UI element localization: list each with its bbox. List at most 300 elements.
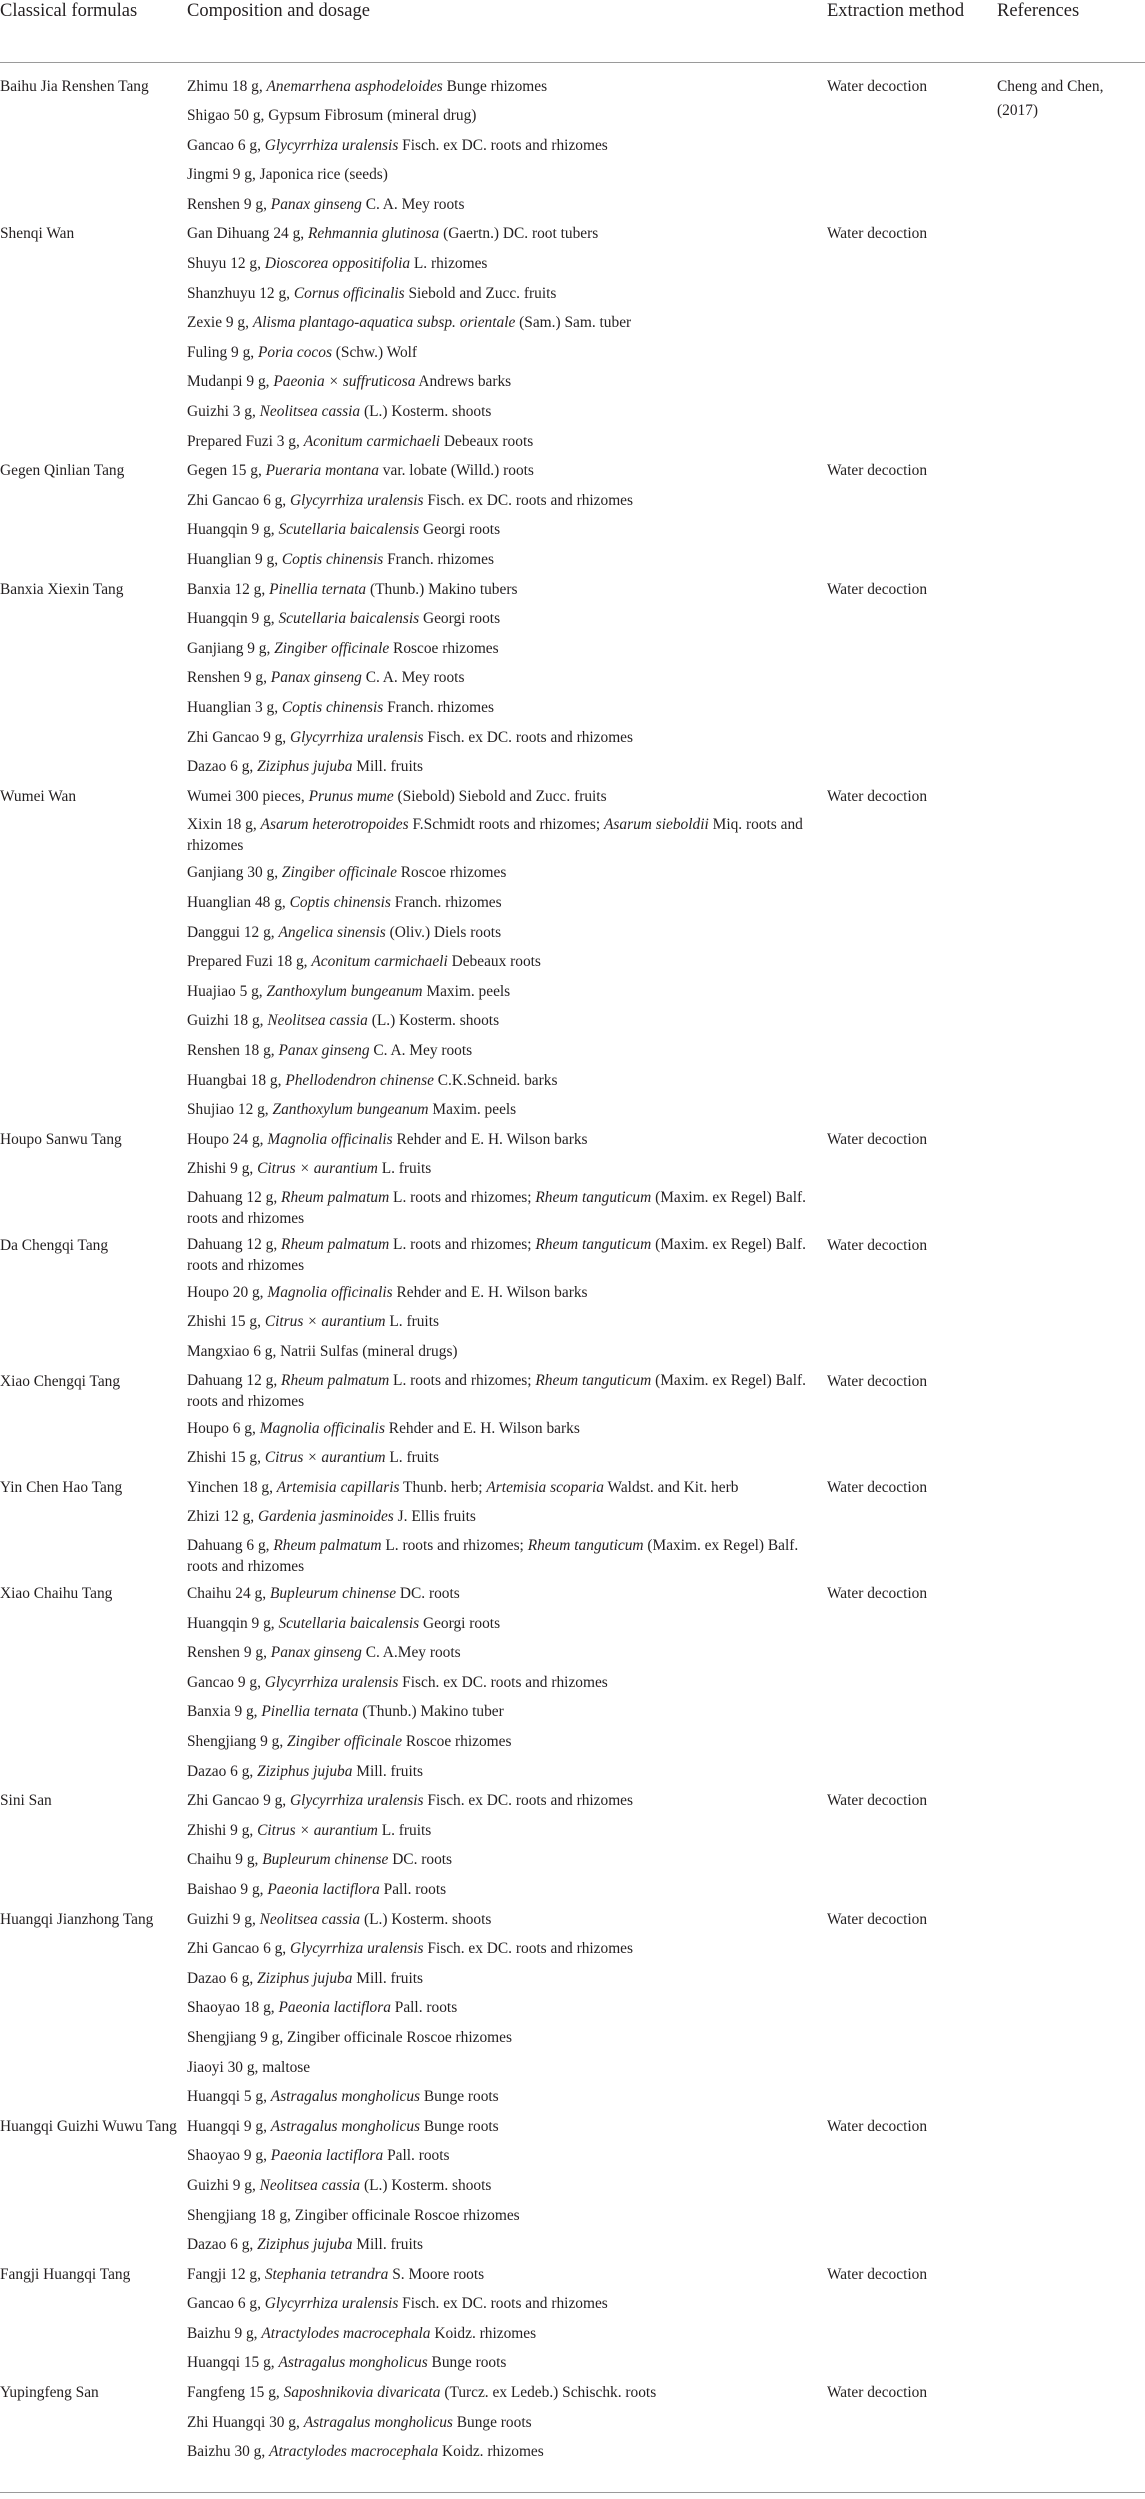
table-header <box>0 0 1145 62</box>
scientific-name: Stephania tetrandra <box>264 2265 389 2283</box>
scientific-name: Glycyrrhiza uralensis <box>290 491 424 509</box>
scientific-name: Panax ginseng <box>270 669 362 687</box>
table-row <box>0 1128 1145 1234</box>
formula-name: Da Chengqi Tang <box>0 1236 109 1254</box>
scientific-name: Coptis chinensis <box>281 551 384 568</box>
ingredient-line <box>187 1612 827 1637</box>
ingredient-line <box>187 1505 827 1530</box>
ingredient-text: Zhimu 18 g, <box>187 77 267 95</box>
composition-cell <box>187 62 827 222</box>
ingredient-text: (L.) Kosterm. shoots <box>360 2176 492 2194</box>
ingredient-line <box>187 607 827 632</box>
scientific-name: Zanthoxylum bungeanum <box>272 1101 429 1119</box>
ingredient-text: Houpo 6 g, <box>187 1419 260 1437</box>
ingredient-text: Jingmi 9 g, Japonica rice (seeds) <box>187 166 388 184</box>
extraction-method: Water decoction <box>827 1130 928 1148</box>
ingredient-text: Waldst. and Kit. herb <box>603 1478 739 1496</box>
ingredient-line <box>187 2026 827 2051</box>
ingredient-line <box>187 134 827 159</box>
scientific-name: Neolitsea cassia <box>259 2176 361 2194</box>
ingredient-text: C. A. Mey roots <box>361 669 465 687</box>
ingredient-text: Roscoe rhizomes <box>396 864 507 882</box>
ingredient-text: Andrews barks <box>415 373 512 391</box>
ingredient-line <box>187 518 827 543</box>
ingredient-text: Houpo 24 g, <box>187 1130 268 1148</box>
scientific-name: Coptis chinensis <box>289 893 391 911</box>
ingredient-text: Franch. rhizomes <box>383 551 494 568</box>
ingredient-line <box>187 696 827 721</box>
ingredient-text: Baizhu 30 g, <box>187 2443 270 2461</box>
ingredient-line <box>187 1937 827 1962</box>
extraction-method: Water decoction <box>827 225 928 243</box>
ingredient-text: Shengjiang 9 g, <box>187 1733 288 1750</box>
ingredient-line <box>187 1009 827 1034</box>
scientific-name: Zingiber officinale <box>274 639 390 657</box>
ingredient-text: Banxia 9 g, <box>187 1703 262 1721</box>
reference <box>997 2115 1145 2263</box>
ingredient-text: Dazao 6 g, <box>187 1969 258 1987</box>
ingredient-line <box>187 1819 827 1844</box>
ingredient-text: Fisch. ex DC. roots and rhizomes <box>423 1792 633 1810</box>
ingredient-line <box>187 341 827 366</box>
ingredient-text: Mudanpi 9 g, <box>187 373 274 391</box>
ingredient-line <box>187 2381 827 2406</box>
ingredient-text: Zhi Gancao 9 g, <box>187 1792 290 1810</box>
ingredient-text: Bunge roots <box>420 2117 499 2135</box>
ingredient-line <box>187 430 827 455</box>
composition-cell <box>187 1908 827 2115</box>
ingredient-text: Shuyu 12 g, <box>187 255 265 273</box>
composition-cell <box>187 2263 827 2381</box>
ingredient-text: Fisch. ex DC. roots and rhizomes <box>423 1940 633 1958</box>
formula-name: Huangqi Jianzhong Tang <box>0 1910 154 1928</box>
scientific-name: Astragalus mongholicus <box>270 2117 421 2135</box>
ingredient-line <box>187 1967 827 1992</box>
ingredient-line <box>187 2440 827 2465</box>
extraction-method: Water decoction <box>827 787 928 805</box>
ingredient-text: Wumei 300 pieces, <box>187 787 309 805</box>
ingredient-text: Guizhi 18 g, <box>187 1012 268 1030</box>
ingredient-text: Shujiao 12 g, <box>187 1101 273 1119</box>
ingredient-line <box>187 1582 827 1607</box>
scientific-name: Scutellaria baicalensis <box>278 610 420 628</box>
ingredient-text: Shengjiang 9 g, Zingiber officinale Roscoe rhizomes <box>187 2028 512 2046</box>
ingredient-line <box>187 726 827 751</box>
formula-name: Shenqi Wan <box>0 225 75 243</box>
table-row <box>0 2263 1145 2381</box>
ingredient-text: Huangqin 9 g, <box>187 1614 279 1632</box>
ingredient-text: Pall. roots <box>379 1880 447 1898</box>
ingredient-text: Georgi roots <box>419 521 501 539</box>
ingredient-text: Zhishi 9 g, <box>187 1160 258 1178</box>
scientific-name: Scutellaria baicalensis <box>278 521 420 539</box>
scientific-name: Glycyrrhiza uralensis <box>290 728 424 746</box>
ingredient-text: Siebold and Zucc. fruits <box>404 284 557 302</box>
ingredient-line <box>187 1535 827 1577</box>
ingredient-text: Xixin 18 g, <box>187 816 261 834</box>
ingredient-text: Huangbai 18 g, <box>187 1071 286 1089</box>
ingredient-text: Shigao 50 g, Gypsum Fibrosum (mineral drug) <box>187 107 477 125</box>
table-row <box>0 785 1145 1128</box>
ingredient-line <box>187 163 827 188</box>
header-method: Extraction method <box>827 0 997 62</box>
ingredient-text: Renshen 18 g, <box>187 1041 279 1059</box>
extraction-method: Water decoction <box>827 1792 928 1810</box>
ingredient-text: L. roots and rhizomes; <box>389 1371 536 1389</box>
ingredient-line <box>187 1671 827 1696</box>
ingredient-text: Ganjiang 9 g, <box>187 639 275 657</box>
ingredient-text: Gancao 9 g, <box>187 1673 265 1691</box>
ingredient-text: Debeaux roots <box>447 953 541 971</box>
ingredient-text: Zhi Gancao 6 g, <box>187 491 290 509</box>
ingredient-text: Rehder and E. H. Wilson barks <box>384 1419 580 1437</box>
ingredient-text: F.Schmidt roots and rhizomes; <box>408 816 605 834</box>
scientific-name: Atractylodes macrocephala <box>261 2324 431 2342</box>
ingredient-text: Rehder and E. H. Wilson barks <box>392 1130 588 1148</box>
ingredient-line <box>187 2115 827 2140</box>
ingredient-text: Bunge roots <box>420 2088 499 2106</box>
ingredient-text: (Maxim. ex Regel) Balf. roots and rhizomes <box>187 1235 806 1274</box>
extraction-method: Water decoction <box>827 2384 928 2402</box>
composition-cell <box>187 459 827 577</box>
header-formula: Classical formulas <box>0 0 187 62</box>
reference <box>997 2263 1145 2381</box>
ingredient-line <box>187 1730 827 1755</box>
reference: Cheng and Chen, (2017) <box>997 77 1104 120</box>
scientific-name: Zingiber officinale <box>287 1733 403 1750</box>
ingredient-line <box>187 459 827 484</box>
ingredient-line <box>187 2174 827 2199</box>
ingredient-line <box>187 980 827 1005</box>
ingredient-line <box>187 666 827 691</box>
scientific-name: Prunus mume <box>308 787 394 805</box>
ingredient-text: Dazao 6 g, <box>187 2236 258 2254</box>
ingredient-line <box>187 814 827 856</box>
ingredient-text: Gancao 6 g, <box>187 136 265 154</box>
scientific-name: Rheum tanguticum <box>535 1371 652 1389</box>
ingredient-text: Prepared Fuzi 3 g, <box>187 432 304 450</box>
formula-name: Sini San <box>0 1792 52 1810</box>
ingredient-text: Renshen 9 g, <box>187 1644 271 1662</box>
scientific-name: Bupleurum chinense <box>262 1851 389 1869</box>
reference <box>997 1789 1145 1907</box>
ingredient-text: Debeaux roots <box>440 432 534 450</box>
header-row <box>0 0 1145 62</box>
scientific-name: Dioscorea oppositifolia <box>264 255 411 273</box>
ingredient-line <box>187 2056 827 2081</box>
ingredient-text: Zhishi 15 g, <box>187 1449 265 1467</box>
ingredient-text: Fangji 12 g, <box>187 2265 265 2283</box>
ingredient-text: Mill. fruits <box>352 758 423 776</box>
ingredient-text: Huanglian 48 g, <box>187 893 290 911</box>
ingredient-line <box>187 75 827 100</box>
ingredient-line <box>187 1098 827 1123</box>
table-row <box>0 1908 1145 2115</box>
ingredient-line <box>187 1281 827 1306</box>
ingredient-line <box>187 1039 827 1064</box>
ingredient-text: Danggui 12 g, <box>187 923 279 941</box>
ingredient-text: Shanzhuyu 12 g, <box>187 284 294 302</box>
ingredient-line <box>187 2263 827 2288</box>
ingredient-line <box>187 1187 827 1229</box>
reference <box>997 1582 1145 1789</box>
ingredient-text: (L.) Kosterm. shoots <box>360 1910 492 1928</box>
ingredient-text: Chaihu 9 g, <box>187 1851 263 1869</box>
ingredient-text: (Thunb.) Makino tubers <box>366 580 518 598</box>
scientific-name: Rheum tanguticum <box>535 1235 652 1253</box>
ingredient-text: Guizhi 9 g, <box>187 1910 260 1928</box>
scientific-name: Cornus officinalis <box>293 284 405 302</box>
table-row <box>0 222 1145 459</box>
ingredient-text: (Gaertn.) DC. root tubers <box>439 225 599 243</box>
ingredient-text: DC. roots <box>396 1585 460 1603</box>
ingredient-text: C.K.Schneid. barks <box>433 1071 558 1089</box>
ingredient-text: (Maxim. ex Regel) Balf. roots and rhizomes <box>187 1537 799 1576</box>
scientific-name: Alisma plantago-aquatica subsp. orientale <box>252 314 516 332</box>
table-body <box>0 62 1145 2470</box>
ingredient-text: Zhishi 15 g, <box>187 1313 265 1331</box>
ingredient-text: L. roots and rhizomes; <box>389 1235 536 1253</box>
ingredient-text: Zhi Gancao 6 g, <box>187 1940 290 1958</box>
formula-name: Fangji Huangqi Tang <box>0 2265 131 2283</box>
ingredient-line <box>187 548 827 573</box>
table-row <box>0 1789 1145 1907</box>
composition-cell <box>187 1582 827 1789</box>
ingredient-line <box>187 1340 827 1365</box>
ingredient-text: Franch. rhizomes <box>390 893 502 911</box>
ingredient-text: Houpo 20 g, <box>187 1283 268 1301</box>
scientific-name: Rheum tanguticum <box>535 1188 652 1206</box>
ingredient-line <box>187 1417 827 1442</box>
table-row <box>0 62 1145 222</box>
ingredient-line <box>187 2233 827 2258</box>
scientific-name: Phellodendron chinense <box>285 1071 434 1089</box>
formula-name: Yin Chen Hao Tang <box>0 1478 123 1496</box>
header-composition: Composition and dosage <box>187 0 827 62</box>
scientific-name: Paeonia lactiflora <box>278 1999 391 2017</box>
scientific-name: Artemisia scoparia <box>486 1478 604 1496</box>
ingredient-text: Dahuang 12 g, <box>187 1371 282 1389</box>
scientific-name: Astragalus mongholicus <box>303 2413 453 2431</box>
ingredient-text: (Siebold) Siebold and Zucc. fruits <box>393 787 607 805</box>
scientific-name: Ziziphus jujuba <box>257 1969 353 1987</box>
scientific-name: Neolitsea cassia <box>259 403 361 421</box>
scientific-name: Rheum palmatum <box>281 1371 390 1389</box>
ingredient-text: Georgi roots <box>419 1614 501 1632</box>
ingredient-text: (Schw.) Wolf <box>331 343 418 361</box>
scientific-name: Glycyrrhiza uralensis <box>290 1792 424 1810</box>
composition-cell <box>187 1476 827 1582</box>
scientific-name: Paeonia lactiflora <box>270 2147 384 2165</box>
formula-name: Houpo Sanwu Tang <box>0 1130 122 1148</box>
ingredient-text: Banxia 12 g, <box>187 580 270 598</box>
extraction-method: Water decoction <box>827 462 928 480</box>
ingredient-text: L. fruits <box>377 1821 432 1839</box>
ingredient-text: Zhizi 12 g, <box>187 1508 258 1526</box>
ingredient-line <box>187 950 827 975</box>
ingredient-line <box>187 785 827 810</box>
table-row <box>0 459 1145 577</box>
ingredient-line <box>187 1310 827 1335</box>
ingredient-line <box>187 400 827 425</box>
ingredient-text: Zexie 9 g, <box>187 314 253 332</box>
composition-cell <box>187 2115 827 2263</box>
ingredient-text: Renshen 9 g, <box>187 669 271 687</box>
scientific-name: Pinellia ternata <box>269 580 367 598</box>
scientific-name: Anemarrhena asphodeloides <box>266 77 443 95</box>
scientific-name: Magnolia officinalis <box>267 1130 393 1148</box>
scientific-name: Artemisia capillaris <box>276 1478 400 1496</box>
ingredient-text: Fisch. ex DC. roots and rhizomes <box>398 136 608 154</box>
composition-cell <box>187 1128 827 1234</box>
reference <box>997 459 1145 577</box>
ingredient-line <box>187 2085 827 2110</box>
header-references: References <box>997 0 1145 62</box>
ingredient-line <box>187 282 827 307</box>
ingredient-text: Gegen 15 g, <box>187 462 266 480</box>
ingredient-text: Dahuang 6 g, <box>187 1537 274 1555</box>
ingredient-text: Dazao 6 g, <box>187 758 258 776</box>
extraction-method: Water decoction <box>827 1478 928 1496</box>
table-bottom-rule <box>0 2492 1145 2493</box>
scientific-name: Paeonia lactiflora <box>267 1880 380 1898</box>
extraction-method: Water decoction <box>827 1910 928 1928</box>
ingredient-text: Pall. roots <box>383 2147 450 2165</box>
ingredient-text: Chaihu 24 g, <box>187 1585 270 1603</box>
ingredient-text: Fisch. ex DC. roots and rhizomes <box>398 2295 608 2313</box>
ingredient-text: Fangfeng 15 g, <box>187 2384 284 2402</box>
formula-name: Yupingfeng San <box>0 2384 99 2402</box>
scientific-name: Rehmannia glutinosa <box>307 225 440 243</box>
ingredient-text: C. A. Mey roots <box>361 195 465 213</box>
ingredient-text: Gan Dihuang 24 g, <box>187 225 308 243</box>
scientific-name: Panax ginseng <box>270 1644 362 1662</box>
scientific-name: Bupleurum chinense <box>269 1585 397 1603</box>
reference <box>997 1476 1145 1582</box>
ingredient-text: Maxim. peels <box>428 1101 517 1119</box>
ingredient-line <box>187 891 827 916</box>
reference <box>997 785 1145 1128</box>
ingredient-text: Thunb. herb; <box>399 1478 487 1496</box>
scientific-name: Ziziphus jujuba <box>257 2236 353 2254</box>
ingredient-text: Zhi Huangqi 30 g, <box>187 2413 304 2431</box>
formula-name: Xiao Chaihu Tang <box>0 1585 113 1603</box>
ingredient-line <box>187 2351 827 2376</box>
ingredient-text: Bunge roots <box>452 2413 532 2431</box>
ingredient-text: Zhi Gancao 9 g, <box>187 728 290 746</box>
ingredient-line <box>187 2411 827 2436</box>
table-row <box>0 2381 1145 2470</box>
ingredient-line <box>187 921 827 946</box>
formula-name: Xiao Chengqi Tang <box>0 1372 121 1390</box>
scientific-name: Neolitsea cassia <box>267 1012 368 1030</box>
ingredient-text: Ganjiang 30 g, <box>187 864 282 882</box>
ingredient-text: Fuling 9 g, <box>187 343 258 361</box>
ingredient-text: Jiaoyi 30 g, maltose <box>187 2058 311 2076</box>
ingredient-text: var. lobate (Willd.) roots <box>378 462 534 480</box>
ingredient-line <box>187 2204 827 2229</box>
extraction-method: Water decoction <box>827 1372 928 1390</box>
table-row <box>0 1234 1145 1370</box>
ingredient-text: Mill. fruits <box>352 2236 423 2254</box>
scientific-name: Magnolia officinalis <box>267 1283 393 1301</box>
ingredient-text: Yinchen 18 g, <box>187 1478 277 1496</box>
ingredient-text: Fisch. ex DC. roots and rhizomes <box>423 728 633 746</box>
ingredient-line <box>187 1848 827 1873</box>
scientific-name: Ziziphus jujuba <box>257 1762 353 1780</box>
extraction-method: Water decoction <box>827 77 928 95</box>
formula-name: Wumei Wan <box>0 787 77 805</box>
ingredient-text: Huangqin 9 g, <box>187 610 279 628</box>
ingredient-line <box>187 370 827 395</box>
ingredient-text: Miq. roots and rhizomes <box>187 816 803 855</box>
ingredient-text: Huangqi 9 g, <box>187 2117 271 2135</box>
ingredient-text: Rehder and E. H. Wilson barks <box>392 1283 588 1301</box>
scientific-name: Astragalus mongholicus <box>278 2354 428 2372</box>
ingredient-line <box>187 1996 827 2021</box>
reference <box>997 578 1145 785</box>
ingredient-text: DC. roots <box>388 1851 453 1869</box>
scientific-name: Zanthoxylum bungeanum <box>266 982 423 1000</box>
extraction-method: Water decoction <box>827 580 928 598</box>
ingredient-text: Renshen 9 g, <box>187 195 271 213</box>
scientific-name: Asarum heterotropoides <box>260 816 409 834</box>
table-row <box>0 2115 1145 2263</box>
scientific-name: Citrus × aurantium <box>264 1449 386 1467</box>
table-row <box>0 1476 1145 1582</box>
ingredient-line <box>187 193 827 218</box>
ingredient-text: Huanglian 9 g, <box>187 551 282 568</box>
ingredient-line <box>187 1760 827 1785</box>
ingredient-line <box>187 1641 827 1666</box>
composition-cell <box>187 222 827 459</box>
ingredient-line <box>187 252 827 277</box>
ingredient-text: Zhishi 9 g, <box>187 1821 258 1839</box>
ingredient-text: Roscoe rhizomes <box>402 1733 512 1750</box>
scientific-name: Pinellia ternata <box>261 1703 359 1721</box>
ingredient-text: Guizhi 3 g, <box>187 403 260 421</box>
scientific-name: Scutellaria baicalensis <box>278 1614 420 1632</box>
scientific-name: Aconitum carmichaeli <box>311 953 448 971</box>
ingredient-text: Huanglian 3 g, <box>187 698 282 716</box>
ingredient-text: Prepared Fuzi 18 g, <box>187 953 312 971</box>
ingredient-line <box>187 1700 827 1725</box>
scientific-name: Aconitum carmichaeli <box>303 432 441 450</box>
ingredient-text: L. fruits <box>385 1449 439 1467</box>
ingredient-text: (Maxim. ex Regel) Balf. roots and rhizomes <box>187 1188 806 1227</box>
ingredient-text: (Sam.) Sam. tuber <box>515 314 632 332</box>
scientific-name: Glycyrrhiza uralensis <box>264 2295 399 2313</box>
ingredient-text: Dahuang 12 g, <box>187 1188 282 1206</box>
table-row <box>0 1582 1145 1789</box>
ingredient-line <box>187 2292 827 2317</box>
ingredient-text: Gancao 6 g, <box>187 2295 265 2313</box>
scientific-name: Panax ginseng <box>270 195 362 213</box>
scientific-name: Poria cocos <box>257 343 332 361</box>
reference <box>997 1234 1145 1370</box>
ingredient-line <box>187 1878 827 1903</box>
ingredient-text: Shaoyao 18 g, <box>187 1999 279 2017</box>
ingredient-text: (Thunb.) Makino tuber <box>358 1703 504 1721</box>
scientific-name: Coptis chinensis <box>281 698 384 716</box>
scientific-name: Gardenia jasminoides <box>257 1508 394 1526</box>
composition-cell <box>187 1789 827 1907</box>
scientific-name: Pueraria montana <box>265 462 379 480</box>
ingredient-text: Fisch. ex DC. roots and rhizomes <box>423 491 633 509</box>
ingredient-text: Pall. roots <box>390 1999 458 2017</box>
formula-name: Banxia Xiexin Tang <box>0 580 124 598</box>
extraction-method: Water decoction <box>827 2117 928 2135</box>
